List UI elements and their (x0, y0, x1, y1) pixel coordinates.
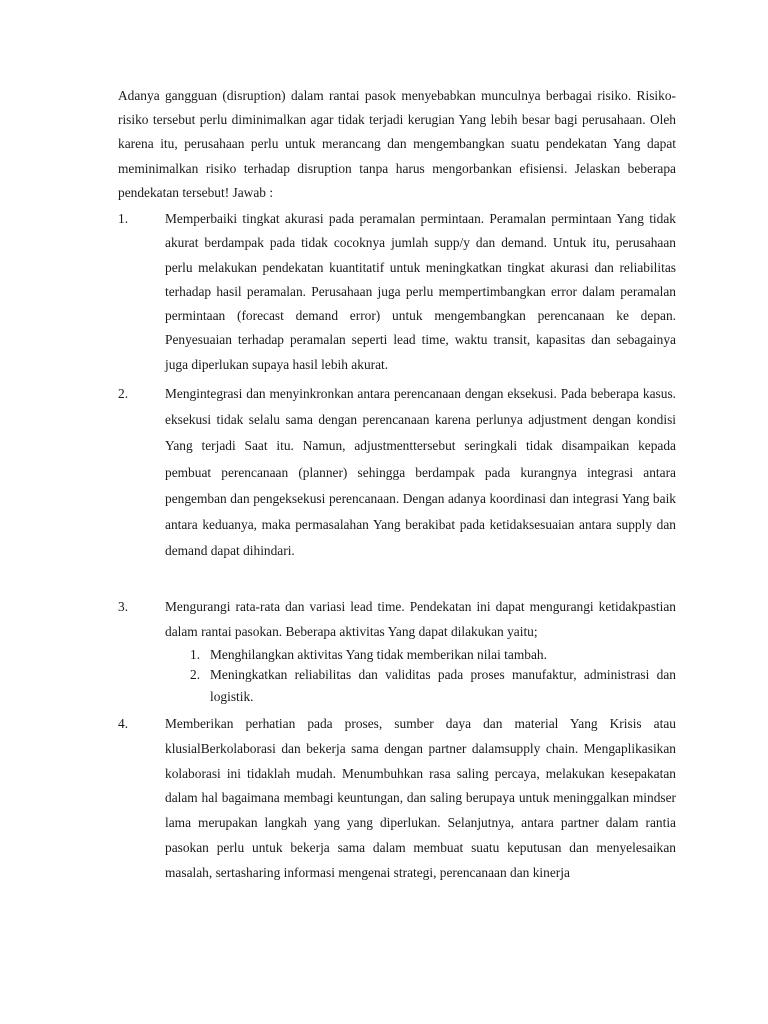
item-text: Memberikan perhatian pada proses, sumber daya dan material Yang Krisis atau klusialBerkolaborasi dan bekerja sama dengan partner dalamsupply chain. Mengaplikasikan kolaborasi ini tidaklah mudah. Menumbuhkan rasa saling percaya, melakukan kesepakatan dalam hal bagaimana membagi keuntungan, dan saling berupaya untuk meninggalkan mindser lama merupakan langkah yang yang diperlukan. Selanjutnya, antara partner dalam rantia pasokan perlu untuk bekerja sama dalam membuat suatu keputusan dan menyelesaikan masalah, sertasharing informasi mengenai strategi, perencanaan dan kinerja (165, 716, 676, 880)
sub-list-item (190, 646, 676, 664)
item-text: Memperbaiki tingkat akurasi pada peramalan permintaan. Peramalan permintaan Yang tidak akurat berdampak pada tidak cocoknya jumlah supp/y dan demand. Untuk itu, perusahaan perlu melakukan pendekatan kuantitatif untuk meningkatkan tingkat akurasi dan reliabilitas terhadap hasil peramalan. Perusahaan juga perlu mempertimbangkan error dalam peramalan permintaan (forecast demand error) untuk mengembangkan perencanaan ke depan. Penyesuaian terhadap peramalan seperti lead time, waktu transit, kapasitas dan sebagainya juga diperlukan supaya hasil lebih akurat. (165, 211, 676, 372)
sub-item-text: Menghilangkan aktivitas Yang tidak memberikan nilai tambah. (210, 647, 547, 662)
item-text: Mengintegrasi dan menyinkronkan antara perencanaan dengan eksekusi. Pada beberapa kasus. eksekusi tidak selalu sama dengan perencanaan karena perlunya adjustment dengan kondisi Yang terjadi Saat itu. Namun, adjustmenttersebut seringkali tidak disampaikan kepada pembuat perencanaan (planner) sehingga berdampak pada kurangnya integrasi antara pengemban dan pengeksekusi perencanaan. Dengan adanya koordinasi dan integrasi Yang baik antara keduanya, maka permasalahan Yang berakibat pada ketidaksesuaian antara supply dan demand dapat dihindari. (165, 386, 676, 559)
item-number: 1. (118, 211, 129, 226)
item-number: 2. (118, 386, 129, 401)
sub-list-item (190, 664, 676, 708)
sub-item-number: 2. (190, 667, 201, 682)
sub-item-text: Meningkatkan reliabilitas dan validitas pada proses manufaktur, administrasi dan logistik. (210, 667, 676, 704)
intro-paragraph: Adanya gangguan (disruption) dalam rantai pasok menyebabkan munculnya berbagai risiko. Risiko-risiko tersebut perlu diminimalkan agar tidak terjadi kerugian Yang lebih besar bagi perusahaan. Oleh karena itu, perusahaan perlu untuk merancang dan mengembangkan suatu pendekatan Yang dapat meminimalkan risiko terhadap disruption tanpa harus mengorbankan efisiensi. Jelaskan beberapa pendekatan tersebut! Jawab : (118, 88, 676, 200)
item-text: Mengurangi rata-rata dan variasi lead time. Pendekatan ini dapat mengurangi ketidakpastian dalam rantai pasokan. Beberapa aktivitas Yang dapat dilakukan yaitu; (165, 599, 676, 639)
sub-list (190, 646, 676, 708)
item-number: 3. (118, 599, 129, 614)
sub-item-number: 1. (190, 647, 201, 662)
item-number: 4. (118, 716, 129, 731)
